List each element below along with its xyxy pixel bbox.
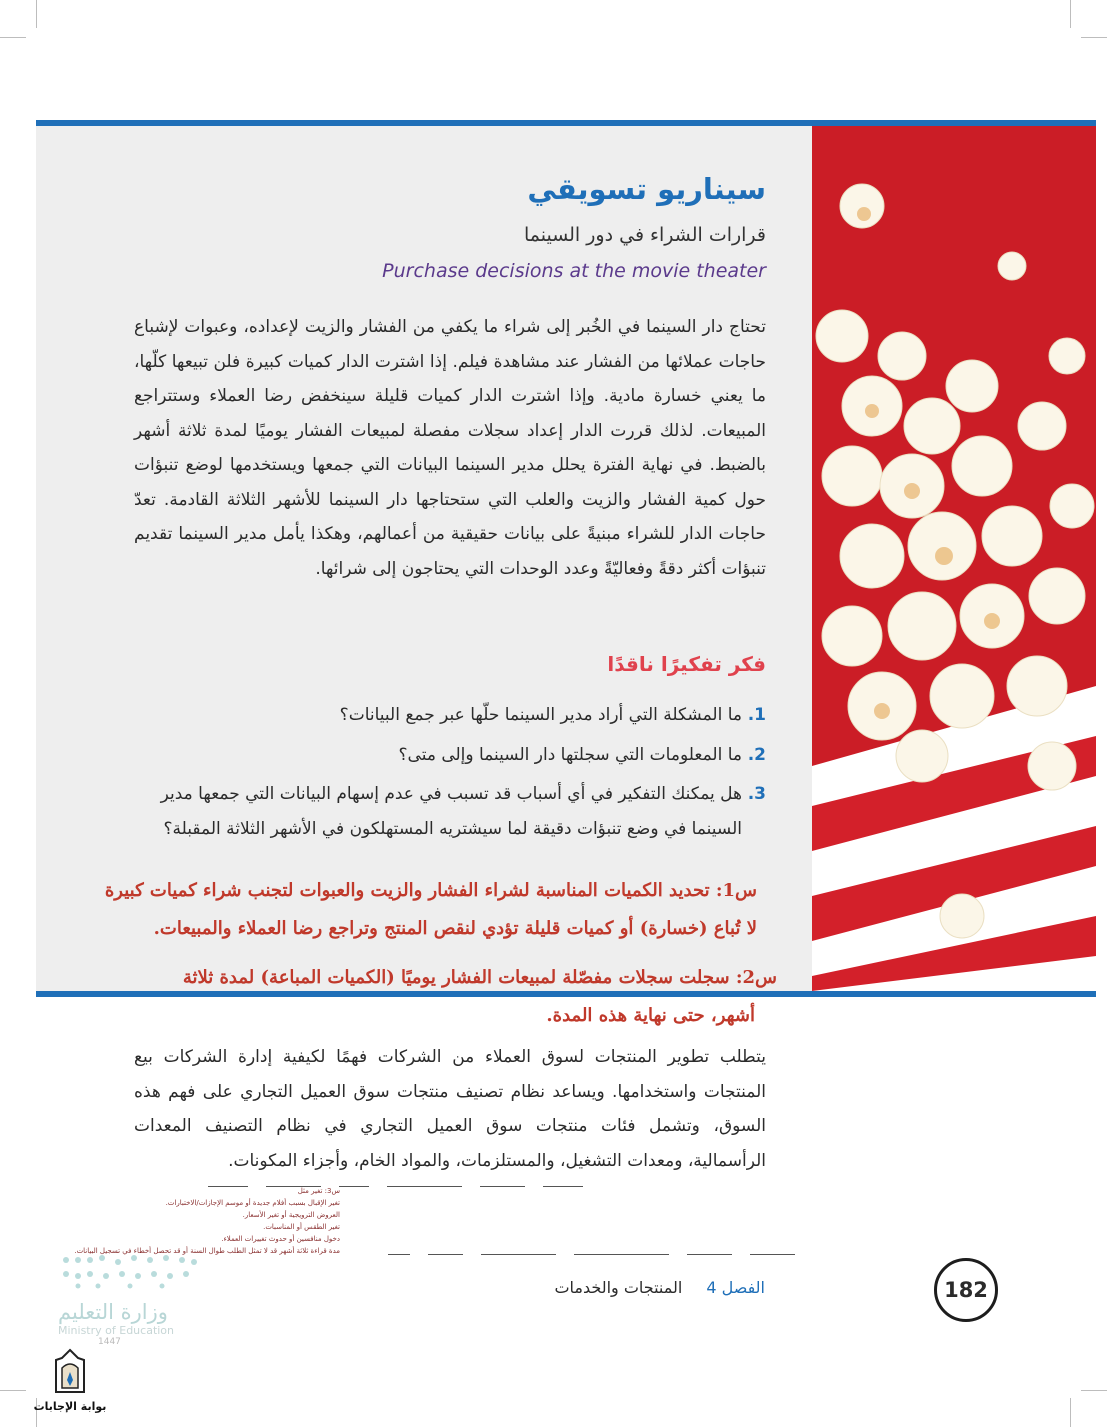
chapter-label: الفصل 4 [706, 1278, 765, 1297]
watermark-text: بوابة الإجابات [33, 1400, 107, 1413]
answer-1-line-2: لا تُباع (خسارة) أو كميات قليلة تؤدي لنقص المنتج وتراجع رضا العملاء والمبيعات. [153, 918, 757, 939]
chapter-title: المنتجات والخدمات [554, 1278, 683, 1297]
crop-mark [0, 1390, 26, 1391]
crop-mark [1081, 1390, 1107, 1391]
underline-dashes [370, 1254, 795, 1256]
answer-2-line-2: أشهر، حتى نهاية هذه المدة. [546, 1005, 755, 1026]
crop-mark [1070, 0, 1071, 28]
chapter-footer [554, 1278, 765, 1297]
popcorn-photo [812, 126, 1096, 991]
critical-thinking-heading: فكر تفكيرًا ناقدًا [607, 652, 766, 676]
answer-1-line-1: س1: تحديد الكميات المناسبة لشراء الفشار والزيت والعبوات لتجنب شراء كميات كبيرة [104, 880, 757, 901]
scenario-subtitle-ar: قرارات الشراء في دور السينما [523, 224, 766, 246]
scenario-subtitle-en: Purchase decisions at the movie theater [382, 260, 766, 282]
crop-mark [1081, 37, 1107, 38]
scenario-paragraph: تحتاج دار السينما في الخُبر إلى شراء ما يكفي من الفشار والزيت لإعداده، وعبوات لإشباع حاجات عملائها من الفشار عند مشاهدة فيلم. إذا اشترت الدار كميات كبيرة فلن تبيعها كلّها، ما يعني خسارة مادية. وإذا اشترت الدار كميات قليلة سينخفض رضا العملاء وستتراجع المبيعات. لذلك قررت الدار إعداد سجلات مفصلة لمبيعات الفشار يوميًا لمدة ثلاثة أشهر بالضبط. في نهاية الفترة يحلل مدير السينما البيانات التي جمعها ويستخدمها لوضع تنبؤات حول كمية الفشار والزيت والعلب التي ستحتاجها دار السينما للأشهر الثلاثة القادمة. تعدّ حاجات الدار للشراء مبنيةً على بيانات حقيقية من أعمالهم، وهكذا يأمل مدير السينما تقديم تنبؤات أكثر دقةً وفعاليّةً وعدد الوحدات التي يحتاجون إلى شرائها. [134, 317, 766, 579]
answer-2-line-1: س2: سجلت سجلات مفصّلة لمبيعات الفشار يوميًا (الكميات المباعة) لمدة ثلاثة [182, 967, 777, 988]
ministry-logo [58, 1250, 208, 1347]
handwritten-notes: س3: تغير مثل تغير الإقبال بسبب أفلام جديدة أو موسم الإجازات/الاختبارات. العروض الترويجية أو تغير الأسعار. تغير الطقس أو المناسبات. دخول منافسين أو حدوث تغييرات العملاء. مدة قراءة ثلاثة أشهر قد لا تمثل الطلب طوال السنة أو قد تحصل أخطاء في تسجيل البيانات. [74, 1187, 340, 1255]
question-item: 3. هل يمكنك التفكير في أي أسباب قد تسبب في عدم إسهام البيانات التي جمعها مدير السينما في وضع تنبؤات دقيقة لما سيشتريه المستهلكون في الأشهر الثلاثة المقبلة؟ [160, 784, 766, 839]
questions-list [130, 698, 766, 851]
ministry-dots-icon [58, 1250, 198, 1290]
scenario-title: سيناريو تسويقي [527, 172, 766, 206]
intro-paragraph: يتطلب تطوير المنتجات لسوق العملاء من الشركات فهمًا لكيفية إدارة الشركات بيع المنتجات واستخدامها. ويساعد نظام تصنيف منتجات سوق العميل التجاري على فهم هذه السوق، وتشمل فئات منتجات سوق العميل التجاري في نظام التصنيف المعدات الرأسمالية، ومعدات التشغيل، والمستلزمات، والمواد الخام، وأجزاء المكونات. [134, 1047, 766, 1171]
crop-mark [1070, 1398, 1071, 1427]
page-number: 182 [934, 1258, 998, 1322]
watermark [32, 1348, 108, 1413]
question-item: 1. ما المشكلة التي أراد مدير السينما حلّها عبر جمع البيانات؟ [339, 705, 766, 725]
lantern-icon [48, 1348, 92, 1396]
crop-mark [36, 0, 37, 28]
question-item: 2. ما المعلومات التي سجلتها دار السينما وإلى متى؟ [398, 744, 766, 765]
ministry-name-en: Ministry of Education [58, 1324, 175, 1337]
crop-mark [0, 37, 26, 38]
scenario-panel [36, 120, 1096, 997]
ministry-name-ar: وزارة التعليم [58, 1300, 168, 1324]
ministry-year: 1447 [98, 1337, 121, 1347]
